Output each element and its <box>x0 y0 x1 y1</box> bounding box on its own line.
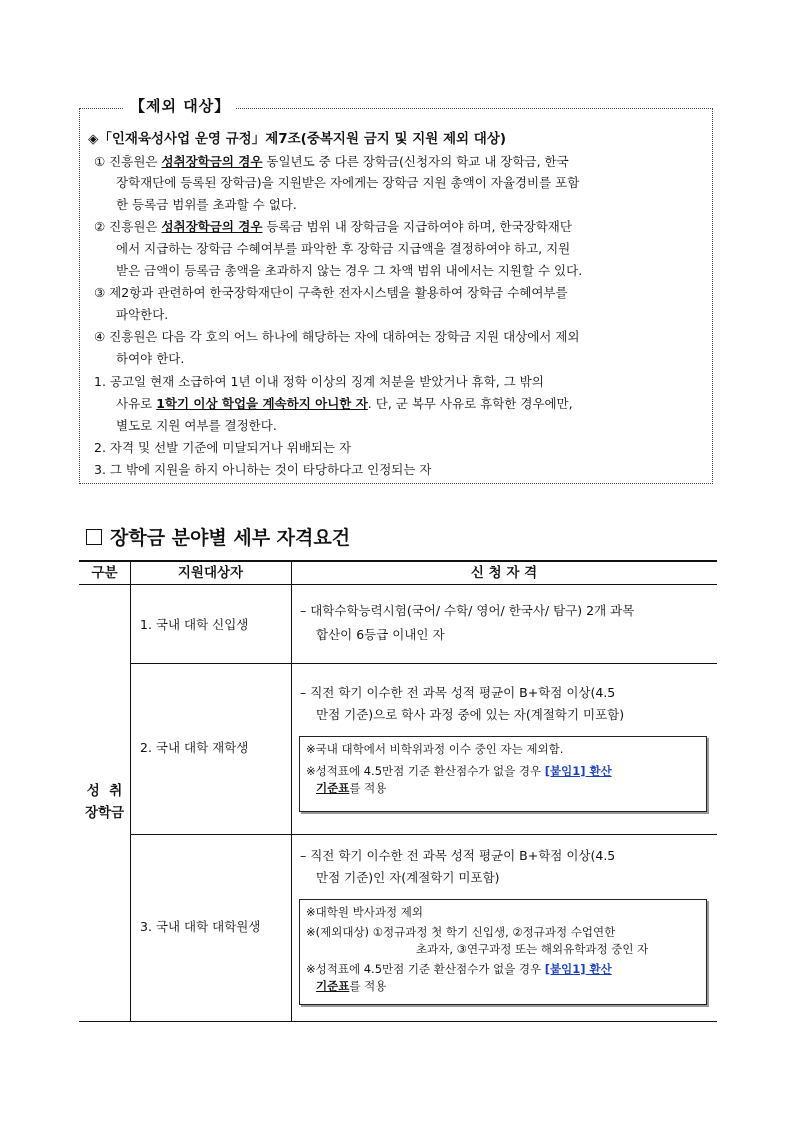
row2-target: 2. 국내 대학 재학생 <box>140 740 249 755</box>
row-divider-2 <box>130 834 717 835</box>
sub2: 2. 자격 및 선발 기준에 미달되거나 위배되는 자 <box>94 440 352 455</box>
row1-target: 1. 국내 대학 신입생 <box>140 617 249 632</box>
table-bottom-border <box>79 1021 717 1022</box>
row3-note3: 초과자, ③연구과정 또는 해외유학과정 중인 자 <box>416 942 649 956</box>
row2-note3: 기준표를 적용 <box>316 781 387 795</box>
section-heading: 장학금 분야별 세부 자격요건 <box>86 523 350 550</box>
sub1-line1: 1. 공고일 현재 소급하여 1년 이내 정학 이상의 징계 처분을 받았거나 휴학, 그 밖의 <box>94 374 544 389</box>
table-header-border <box>79 584 717 585</box>
row2-req-line2: 만점 기준)으로 학사 과정 중에 있는 자(계절학기 미포함) <box>316 707 625 722</box>
item1-line1: ① 진흥원은 성취장학금의 경우 동일년도 중 다른 장학금(신청자의 학교 내 장학금, 한국 <box>94 154 569 169</box>
row1-req-line2: 합산이 6등급 이내인 자 <box>316 627 445 642</box>
row2-note2: ※성적표에 4.5만점 기준 환산점수가 없을 경우 [붙임1] 환산 <box>306 763 612 778</box>
row3-note-box <box>299 899 707 1005</box>
item2-line2: 에서 지급하는 장학금 수혜여부를 파악한 후 장학금 지급액을 결정하여야 하고, 지원 <box>116 241 571 256</box>
row3-note2: ※(제외대상) ①정규과정 첫 학기 신입생, ②정규과정 수업연한 <box>306 924 616 939</box>
item4-line2: 하여야 한다. <box>116 351 185 366</box>
item2-line1: ② 진흥원은 성취장학금의 경우 등록금 범위 내 장학금을 지급하여야 하며, 한국장학재단 <box>94 219 572 234</box>
row-divider-1 <box>130 663 717 664</box>
row3-target: 3. 국내 대학 대학원생 <box>140 919 261 934</box>
row1-req-line1: – 대학수학능력시험(국어/ 수학/ 영어/ 한국사/ 탐구) 2개 과목 <box>300 603 635 618</box>
header-requirements: 신 청 자 격 <box>470 565 538 581</box>
exclusion-box <box>79 97 713 484</box>
item3-line1: ③ 제2항과 관련하여 한국장학재단이 구축한 전자시스템을 활용하여 장학금 수혜여부를 <box>94 285 568 300</box>
exclusion-title: 【제외 대상】 <box>124 95 236 116</box>
row2-note1: ※국내 대학에서 비학위과정 이수 중인 자는 제외함. <box>306 742 564 756</box>
row3-note1: ※대학원 박사과정 제외 <box>306 905 423 919</box>
item3-line2: 파악한다. <box>116 307 169 322</box>
col-divider-1 <box>130 560 131 1022</box>
rule-title: ◈「인재육성사업 운영 규정」제7조(중복지원 금지 및 지원 제외 대상) <box>88 131 507 147</box>
row3-req-line1: – 직전 학기 이수한 전 과목 성적 평균이 B+학점 이상(4.5 <box>300 848 616 863</box>
header-target: 지원대상자 <box>177 565 244 581</box>
sub1-line3: 별도로 지원 여부를 결정한다. <box>116 418 277 433</box>
col-divider-2 <box>291 560 292 1022</box>
row3-note5: 기준표를 적용 <box>316 979 387 993</box>
row3-note4: ※성적표에 4.5만점 기준 환산점수가 없을 경우 [붙임1] 환산 <box>306 961 612 976</box>
sub1-line2: 사유로 1학기 이상 학업을 계속하지 아니한 자. 단, 군 복무 사유로 휴학한 경우에만, <box>116 396 573 411</box>
item4-line1: ④ 진흥원은 다음 각 호의 어느 하나에 해당하는 자에 대하여는 장학금 지원 대상에서 제외 <box>94 329 580 344</box>
sub3: 3. 그 밖에 지원을 하지 아니하는 것이 타당하다고 인정되는 자 <box>94 462 432 477</box>
item1-line3: 한 등록금 범위를 초과할 수 없다. <box>116 197 297 212</box>
item2-line3: 받은 금액이 등록금 총액을 초과하지 않는 경우 그 차액 범위 내에서는 지원할 수 있다. <box>116 263 583 278</box>
category-cell: 성 취 장학금 <box>84 783 125 821</box>
row3-req-line2: 만점 기준)인 자(계절학기 미포함) <box>316 870 500 885</box>
row2-req-line1: – 직전 학기 이수한 전 과목 성적 평균이 B+학점 이상(4.5 <box>300 685 616 700</box>
header-category: 구분 <box>91 565 118 581</box>
item1-line2: 장학재단에 등록된 장학금)을 지원받은 자에게는 장학금 지원 총액이 자율경비를 포함 <box>116 175 580 190</box>
table-top-border <box>79 560 717 562</box>
checkbox-square-icon <box>86 529 102 545</box>
row2-note-box <box>299 736 707 812</box>
